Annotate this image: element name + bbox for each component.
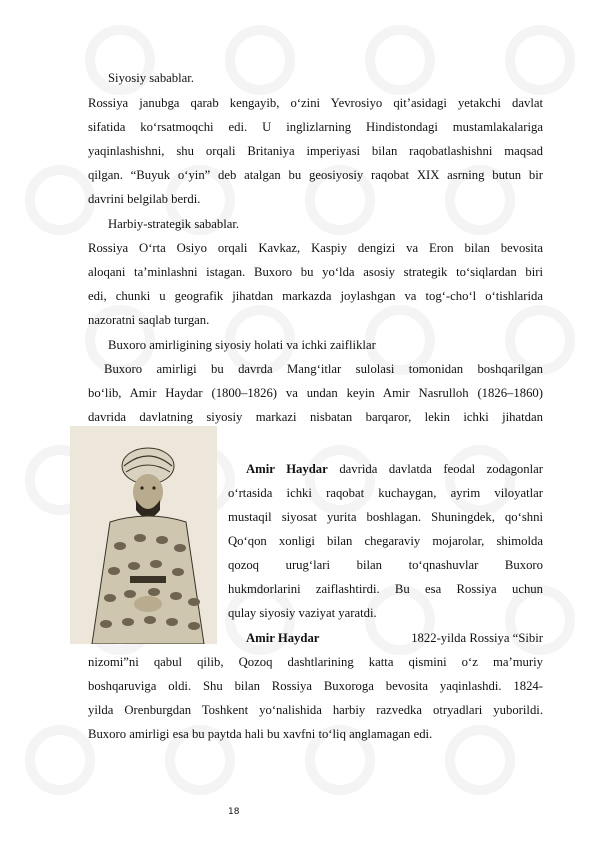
text-line: Qo‘qon xonligi bilan chegaraviy mojarolar, shimolda bbox=[228, 534, 543, 548]
text-line: davrida davlatning siyosiy markazi nisbatan barqaror, lekin ichki jihatdan bbox=[88, 410, 543, 424]
figure-paragraph-lead bbox=[246, 461, 543, 477]
text-line: mustaqil siyosat yurita boshlagan. Shuningdek, qo‘shni bbox=[228, 510, 543, 524]
heading-bukhara-situation: Buxoro amirligining siyosiy holati va ichki zaifliklar bbox=[108, 338, 376, 352]
page-number: 18 bbox=[228, 807, 240, 817]
text-line: edi, chunki u geografik jihatdan markazda joylashgan va tog‘-cho‘l o‘tishlarida bbox=[88, 289, 543, 303]
text-line: boshqaruviga oldi. Shu bilan Rossiya Buxoroga bevosita yaqinlashdi. 1824- bbox=[88, 679, 543, 693]
lead-rest: 1822-yilda Rossiya “Sibir bbox=[411, 631, 543, 645]
heading-political-reasons: Siyosiy sabablar. bbox=[108, 71, 194, 85]
text-line: nazoratni saqlab turgan. bbox=[88, 313, 210, 327]
text-line: Buxoro amirligi bu davrda Mang‘itlar sulolasi tomonidan boshqarilgan bbox=[104, 362, 543, 376]
text-line: Buxoro amirligi esa bu paytda hali bu xavfni to‘liq anglamagan edi. bbox=[88, 727, 433, 741]
text-line: qozoq urug‘lari bilan to‘qnashuvlar Buxoro bbox=[228, 558, 543, 572]
amir-haydar-bold: Amir Haydar bbox=[246, 631, 320, 645]
text-line: aloqani ta’minlashni istagan. Buxoro bu yo‘lda asosiy strategik to‘siqlardan biri bbox=[88, 265, 543, 279]
amir-haydar-portrait bbox=[70, 426, 217, 644]
text-line: nizomi”ni qabul qilib, Qozoq dashtlarining katta qismini o‘z ma’muriy bbox=[88, 655, 543, 669]
text-line: o‘rtasida ichki raqobat kuchaygan, ayrim viloyatlar bbox=[228, 486, 543, 500]
final-paragraph-lead bbox=[246, 630, 543, 646]
heading-military-reasons: Harbiy-strategik sabablar. bbox=[108, 217, 240, 231]
text-line: davrini belgilab berdi. bbox=[88, 192, 201, 206]
text-line: yaqinlashishni, shu orqali Britaniya imperiyasi bilan raqobatlashishni maqsad bbox=[88, 144, 543, 158]
text-line: Rossiya janubga qarab kengayib, o‘zini Yevrosiyo qit’asidagi yetakchi davlat bbox=[88, 96, 543, 110]
text-line: hukmdorlarini zaiflashtirdi. Bu esa Rossiya uchun bbox=[228, 582, 543, 596]
text-line: yilda Orenburgdan Toshkent yo‘nalishida harbiy razvedka otryadlari yuborildi. bbox=[88, 703, 543, 717]
text-line: qulay siyosiy vaziyat yaratdi. bbox=[228, 606, 377, 620]
lead-rest: davrida davlatda feodal zodagonlar bbox=[327, 462, 543, 476]
text-line: qilgan. “Buyuk o‘yin” deb atalgan bu geosiyosiy raqobat XIX asrning butun bir bbox=[88, 168, 543, 182]
text-line: Rossiya O‘rta Osiyo orqali Kavkaz, Kaspiy dengizi va Eron bilan bevosita bbox=[88, 241, 543, 255]
text-line: bo‘lib, Amir Haydar (1800–1826) va undan keyin Amir Nasrulloh (1826–1860) bbox=[88, 386, 543, 400]
portrait-illustration bbox=[70, 426, 217, 644]
text-line: sifatida ko‘rsatmoqchi edi. U inglizlarning Hindistondagi mustamlakalariga bbox=[88, 120, 543, 134]
amir-haydar-bold: Amir Haydar bbox=[246, 462, 328, 476]
